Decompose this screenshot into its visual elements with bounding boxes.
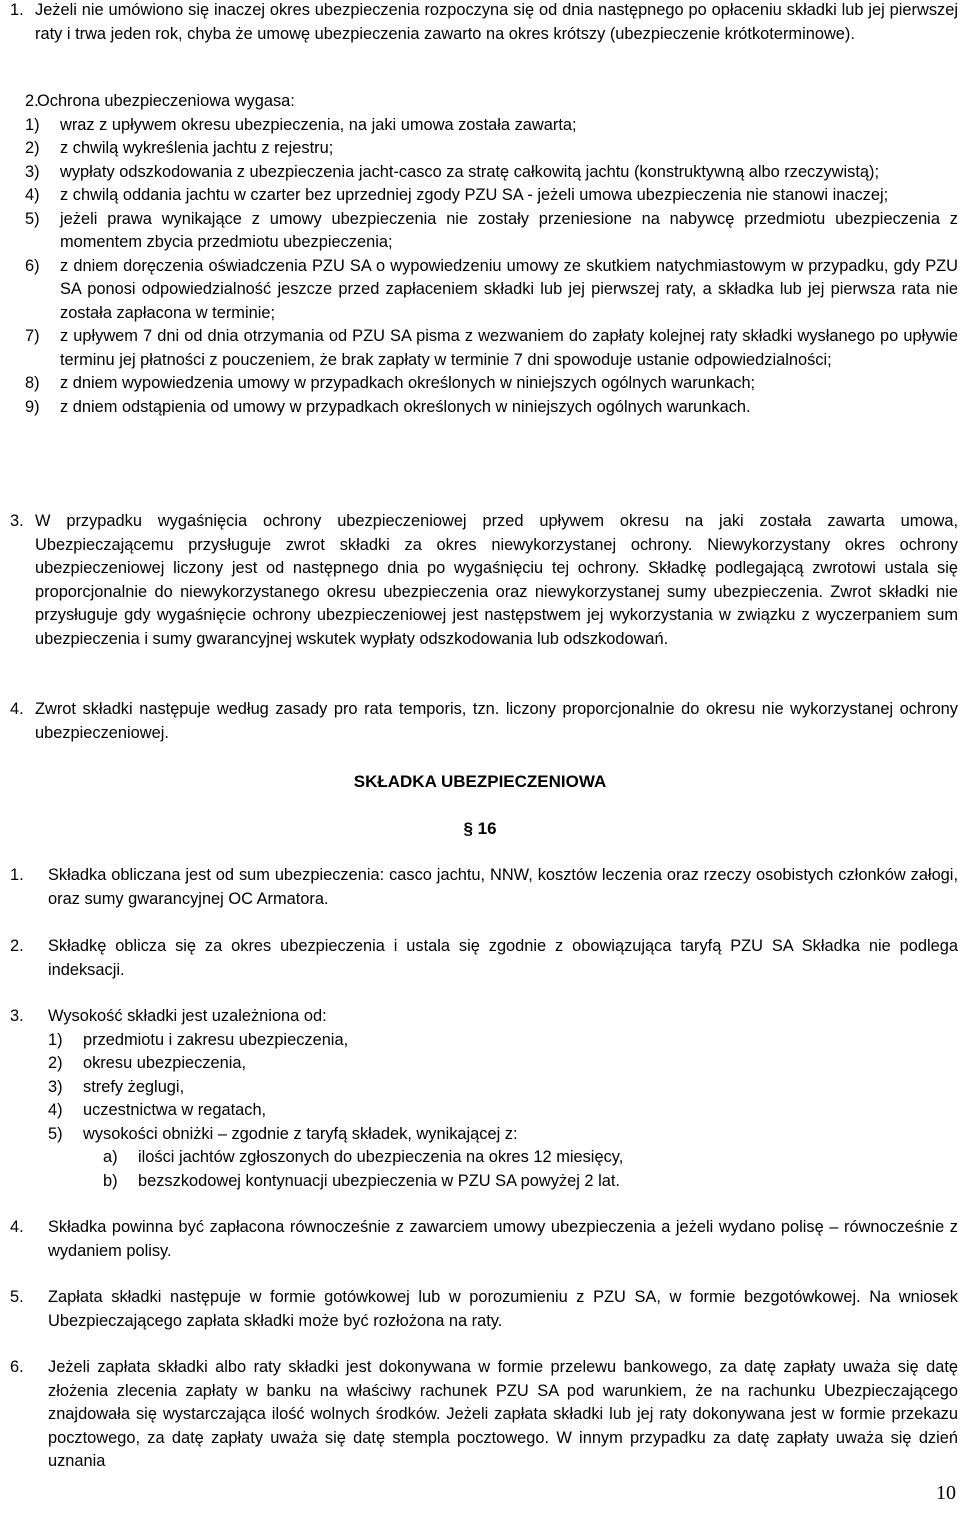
list-item: 5) jeżeli prawa wynikające z umowy ubezpieczenia nie zostały przeniesione na nabywcę przedmiotu ubezpieczenia z momentem zbycia przedmiotu ubezpieczenia; bbox=[25, 209, 958, 251]
premium-1-number: 1. bbox=[10, 866, 24, 884]
list-item: b) bezszkodowej kontynuacji ubezpieczenia w PZU SA powyżej 2 lat. bbox=[103, 1171, 620, 1190]
premium-1-text: Składka obliczana jest od sum ubezpieczenia: casco jachtu, NNW, kosztów leczenia oraz rzeczy osobistych członków załogi, oraz sumy gwarancyjnej OC Armatora. bbox=[48, 866, 958, 908]
premium-3 bbox=[10, 1005, 958, 1193]
premium-3-list bbox=[10, 1029, 958, 1147]
premium-2-number: 2. bbox=[10, 937, 24, 955]
section-2-list bbox=[10, 114, 958, 420]
list-item: 3) wypłaty odszkodowania z ubezpieczenia jacht-casco za stratę całkowitą jachtu (konstruktywną albo rzeczywistą); bbox=[25, 162, 879, 181]
list-item: 5) wysokości obniżki – zgodnie z taryfą składek, wynikającej z: bbox=[48, 1124, 518, 1143]
list-item: 7) z upływem 7 dni od dnia otrzymania od PZU SA pisma z wezwaniem do zapłaty kolejnej raty składki wysłanego po upływie terminu jej płatności z pouczeniem, że brak zapłaty w terminie 7 dni spowoduje ustanie odpowiedzialności; bbox=[25, 327, 958, 369]
list-item: 2) z chwilą wykreślenia jachtu z rejestru; bbox=[25, 139, 334, 157]
premium-4-text: Składka powinna być zapłacona równocześnie z zawarciem umowy ubezpieczenia a jeżeli wydano polisę – równocześnie z wydaniem polisy. bbox=[48, 1218, 958, 1260]
section-4 bbox=[10, 698, 958, 745]
premium-6 bbox=[10, 1356, 958, 1474]
section-1-text: Jeżeli nie umówiono się inaczej okres ubezpieczenia rozpoczyna się od dnia następnego po opłaceniu składki lub jej pierwszej raty i trwa jeden rok, chyba że umowę ubezpieczenia zawarto na okres krótszy (ubezpieczenie krótkoterminowe). bbox=[35, 1, 958, 43]
section-3-number: 3. bbox=[10, 512, 24, 530]
section-1 bbox=[10, 0, 958, 46]
section-2-intro: Ochrona ubezpieczeniowa wygasa: bbox=[37, 92, 295, 110]
section-heading: SKŁADKA UBEZPIECZENIOWA bbox=[353, 772, 607, 791]
premium-6-text: Jeżeli zapłata składki albo raty składki jest dokonywana w formie przelewu bankowego, za datę zapłaty uważa się datę złożenia zlecenia zapłaty w banku na właściwy rachunek PZU SA pod warunkiem, że na rachunku Ubezpieczającego znajdowała się wystarczająca ilość wolnych środków. Jeżeli zapłata składki lub jej raty dokonywana jest w formie przekazu pocztowego, za datę zapłaty uważa się datę stempla pocztowego. W innym przypadku za datę zapłaty uważa się dzień uznania bbox=[48, 1358, 958, 1470]
premium-3-intro: Wysokość składki jest uzależniona od: bbox=[48, 1007, 327, 1025]
premium-3-number: 3. bbox=[10, 1007, 24, 1025]
page-number: 10 bbox=[936, 1482, 956, 1504]
premium-4-number: 4. bbox=[10, 1218, 24, 1236]
premium-5-number: 5. bbox=[10, 1288, 24, 1306]
list-item: 1) wraz z upływem okresu ubezpieczenia, na jaki umowa została zawarta; bbox=[25, 115, 577, 134]
paragraph-number: § 16 bbox=[463, 819, 497, 838]
list-item: 2) okresu ubezpieczenia, bbox=[48, 1054, 247, 1072]
section-3 bbox=[10, 510, 958, 651]
section-2 bbox=[10, 90, 958, 419]
premium-5-text: Zapłata składki następuje w formie gotówkowej lub w porozumieniu z PZU SA, w formie bezgotówkowej. Na wniosek Ubezpieczającego zapłata składki może być rozłożona na raty. bbox=[48, 1288, 958, 1330]
list-item: 1) przedmiotu i zakresu ubezpieczenia, bbox=[48, 1030, 349, 1049]
list-item: 9) z dniem odstąpienia od umowy w przypadkach określonych w niniejszych ogólnych warunkach. bbox=[25, 397, 751, 416]
premium-1 bbox=[10, 864, 958, 911]
section-1-number: 1. bbox=[10, 1, 24, 19]
list-item: 4) uczestnictwa w regatach, bbox=[48, 1101, 267, 1119]
premium-2 bbox=[10, 935, 958, 982]
list-item: 3) strefy żeglugi, bbox=[48, 1077, 185, 1096]
section-3-text: W przypadku wygaśnięcia ochrony ubezpieczeniowej przed upływem okresu na jaki została zawarta umowa, Ubezpieczającemu przysługuje zwrot składki za okres niewykorzystanej ochrony. Niewykorzystany okres ochrony ubezpieczeniowej liczony jest od następnego dnia po wygaśnięciu tej ochrony. Składkę podlegającą zwrotowi ustala się proporcjonalnie do niewykorzystanego okresu ubezpieczenia oraz niewykorzystanej sumy ubezpieczenia. Zwrot składki nie przysługuje gdy wygaśnięcie ochrony ubezpieczeniowej jest następstwem jej wykorzystania w związku z wyczerpaniem sum ubezpieczenia i sumy gwarancyjnej wskutek wypłaty odszkodowania lub odszkodowań. bbox=[35, 512, 958, 648]
section-2-number: 2. bbox=[25, 92, 39, 110]
section-4-text: Zwrot składki następuje według zasady pro rata temporis, tzn. liczony proporcjonalnie do okresu nie wykorzystanej ochrony ubezpieczeniowej. bbox=[35, 700, 958, 742]
section-4-number: 4. bbox=[10, 700, 24, 718]
premium-3-sublist bbox=[10, 1146, 958, 1193]
premium-4 bbox=[10, 1216, 958, 1263]
list-item: 4) z chwilą oddania jachtu w czarter bez uprzedniej zgody PZU SA - jeżeli umowa ubezpieczenia nie stanowi inaczej; bbox=[25, 186, 889, 204]
premium-2-text: Składkę oblicza się za okres ubezpieczenia i ustala się zgodnie z obowiązująca taryfą PZU SA Składka nie podlega indeksacji. bbox=[48, 937, 958, 979]
list-item: a) ilości jachtów zgłoszonych do ubezpieczenia na okres 12 miesięcy, bbox=[103, 1148, 624, 1166]
premium-5 bbox=[10, 1286, 958, 1333]
list-item: 8) z dniem wypowiedzenia umowy w przypadkach określonych w niniejszych ogólnych warunkach; bbox=[25, 374, 756, 392]
premium-6-number: 6. bbox=[10, 1358, 24, 1376]
list-item: 6) z dniem doręczenia oświadczenia PZU SA o wypowiedzeniu umowy ze skutkiem natychmiastowym w przypadku, gdy PZU SA ponosi odpowiedzialność jeszcze przed zapłaceniem składki lub jej pierwszej raty, a składka lub jej pierwsza rata nie została zapłacona w terminie; bbox=[25, 256, 958, 322]
